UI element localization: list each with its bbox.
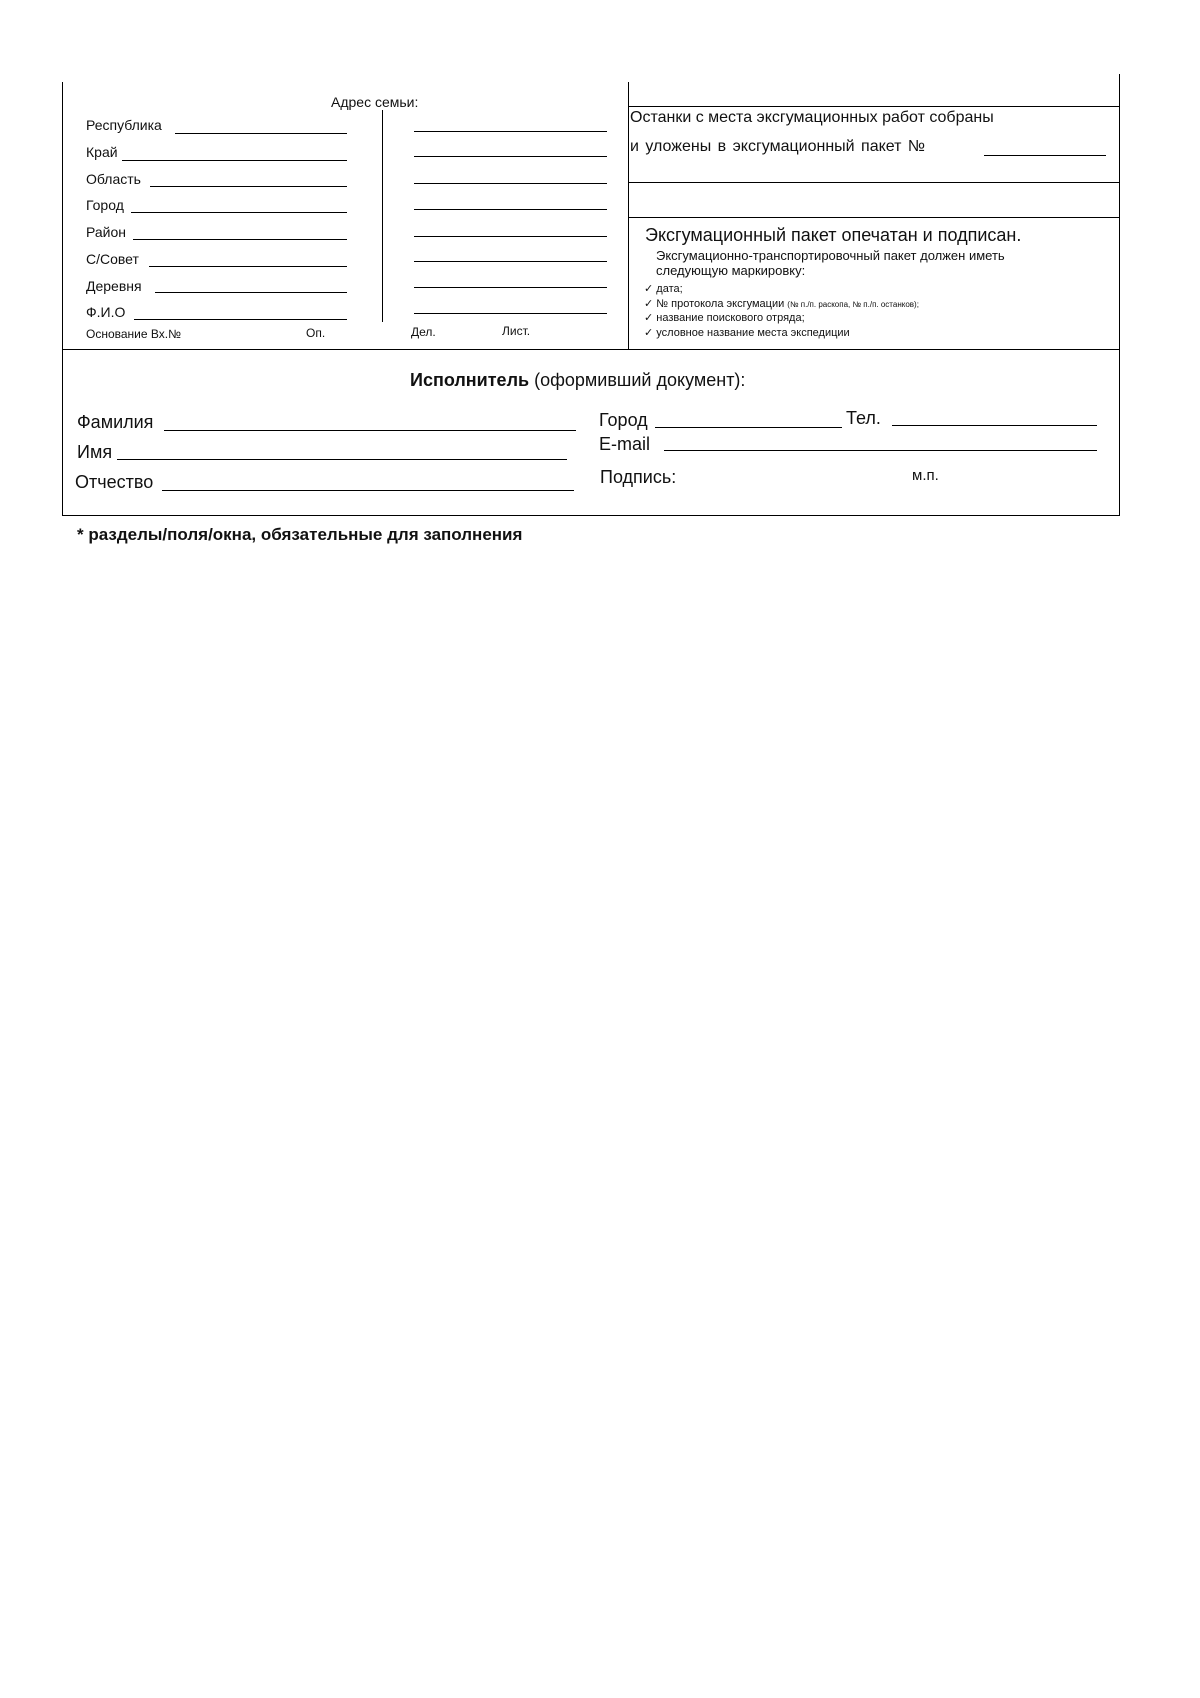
address-title: Адрес семьи: [331, 94, 419, 110]
right-mid-border-2 [628, 217, 1119, 218]
field-label-oblast: Область [86, 171, 141, 187]
marking-item-place [644, 326, 850, 339]
field-line-oblast[interactable] [150, 186, 347, 187]
address-extra-line-3[interactable] [414, 183, 607, 184]
marking-item-date-label: дата; [656, 283, 683, 295]
section-divider [62, 349, 1120, 350]
marking-item-squad-label: название поискового отряда; [656, 312, 805, 324]
frame-bottom-border [62, 515, 1120, 516]
frame-left-border [62, 82, 63, 516]
marking-item-protocol [644, 297, 919, 310]
basis-incoming-label: Основание Вх.№ [86, 327, 181, 341]
remains-line-2: и уложены в эксгумационный пакет № [630, 138, 926, 155]
email-line[interactable] [664, 450, 1097, 451]
opis-label: Оп. [306, 326, 326, 340]
executor-title-rest: (оформивший документ): [534, 370, 746, 390]
marking-item-date [644, 282, 683, 295]
phone-label: Тел. [846, 408, 881, 428]
address-extra-line-2[interactable] [414, 156, 607, 157]
remains-line-1: Останки с места эксгумационных работ собраны [630, 109, 994, 126]
address-extra-line-7[interactable] [414, 287, 607, 288]
address-extra-line-5[interactable] [414, 236, 607, 237]
checkmark-icon: ✓ [644, 298, 654, 310]
field-label-selsovet: С/Совет [86, 251, 139, 267]
field-line-village[interactable] [155, 292, 347, 293]
phone-line[interactable] [892, 425, 1097, 426]
field-label-district: Район [86, 224, 126, 240]
frame-right-border [1119, 74, 1120, 515]
field-line-district[interactable] [133, 239, 347, 240]
marking-item-squad [644, 311, 805, 324]
address-extra-line-6[interactable] [414, 261, 607, 262]
checkmark-icon: ✓ [644, 327, 654, 339]
packet-subtitle-1: Эксгумационно-транспортировочный пакет должен иметь [656, 248, 1005, 263]
patronymic-label: Отчество [75, 472, 154, 492]
list-label: Лист. [502, 324, 531, 338]
field-line-fio[interactable] [134, 319, 347, 320]
address-extra-line-1[interactable] [414, 131, 607, 132]
field-label-city: Город [86, 197, 124, 213]
delo-label: Дел. [411, 325, 436, 339]
field-label-village: Деревня [86, 278, 142, 294]
email-label: E-mail [599, 434, 651, 454]
marking-item-protocol-note: (№ п./п. раскопа, № п./п. останков); [787, 300, 919, 309]
field-line-selsovet[interactable] [149, 266, 347, 267]
right-mid-border-1 [628, 182, 1119, 183]
packet-number-line[interactable] [984, 155, 1106, 156]
field-line-republic[interactable] [175, 133, 347, 134]
packet-title: Эксгумационный пакет опечатан и подписан. [645, 225, 1022, 245]
executor-title [410, 370, 745, 391]
frame-middle-divider [628, 82, 629, 350]
address-column-divider [382, 110, 383, 322]
marking-item-place-label: условное название места экспедиции [656, 327, 850, 339]
field-label-republic: Республика [86, 117, 162, 133]
signature-label: Подпись: [600, 467, 677, 487]
checkmark-icon: ✓ [644, 312, 654, 324]
patronymic-line[interactable] [162, 490, 574, 491]
name-line[interactable] [117, 459, 567, 460]
address-extra-line-4[interactable] [414, 209, 607, 210]
stamp-label: м.п. [912, 467, 939, 484]
required-fields-footnote: * разделы/поля/окна, обязательные для заполнения [77, 525, 523, 544]
packet-subtitle-2: следующую маркировку: [656, 263, 806, 278]
field-label-krai: Край [86, 144, 118, 160]
address-extra-line-8[interactable] [414, 313, 607, 314]
executor-title-bold: Исполнитель [410, 370, 530, 390]
surname-label: Фамилия [77, 412, 154, 432]
exec-city-label: Город [599, 410, 648, 430]
field-line-krai[interactable] [122, 160, 347, 161]
field-line-city[interactable] [131, 212, 347, 213]
name-label: Имя [77, 442, 113, 462]
checkmark-icon: ✓ [644, 283, 654, 295]
marking-item-protocol-label: № протокола эксгумации [656, 298, 785, 310]
field-label-fio: Ф.И.О [86, 304, 126, 320]
right-top-border [628, 106, 1119, 107]
exec-city-line[interactable] [655, 427, 842, 428]
surname-line[interactable] [164, 430, 576, 431]
